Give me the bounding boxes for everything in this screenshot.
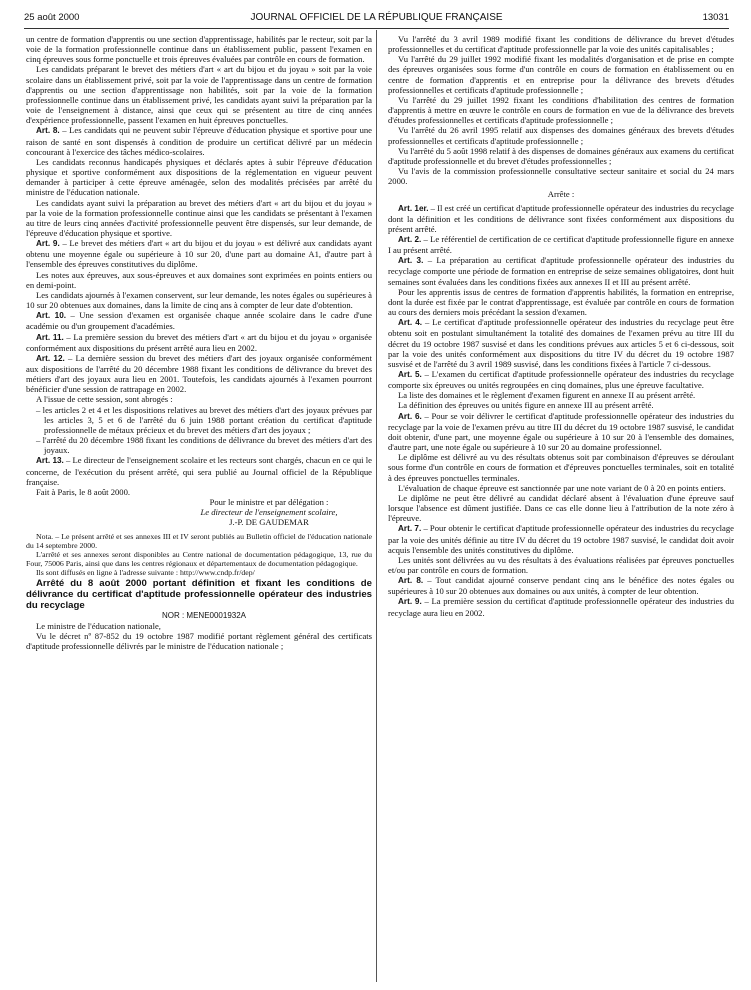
article-9: Art. 9. – Le brevet des métiers d'art « art du bijou et du joyau » est délivré aux candidats ayant obtenu une moyenne égale ou supérieure à 10 sur 20, d'une part au domaine A1, d'autre part à l'ensemble des épreuves constitutives du diplôme.	[26, 238, 372, 270]
article-10: Art. 10. – Une session d'examen est organisée chaque année scolaire dans le cadre d'une académie ou d'un groupement d'académies.	[26, 310, 372, 332]
article-2: Art. 2. – Le référentiel de certification de ce certificat d'aptitude professionnelle figure en annexe I au présent arrêté.	[388, 233, 734, 256]
abrogation-list	[26, 405, 372, 456]
header-rule	[24, 28, 729, 29]
paragraph: Les candidats ayant suivi la préparation au brevet des métiers d'art « art du bijou et du joyau » par la voie de la formation professionnelle continue ainsi que les candidats se présentant à l'examen au titre de leurs cinq années d'activité professionnelle peuvent être dispensés, sur leur demande, de l'épreuve d'éducation physique et sportive.	[26, 197, 372, 238]
done-at: Fait à Paris, le 8 août 2000.	[36, 486, 131, 497]
paragraph: Le diplôme est délivré au vu des résultats obtenus soit par combinaison d'épreuves se déroulant sous forme d'un contrôle en cours de formation et d'épreuves ponctuelles terminales, soit en totalité à des épreuves ponctuelles terminales.	[388, 452, 734, 483]
article-1: Art. 1er. – Il est créé un certificat d'aptitude professionnelle opérateur des industries du recyclage dont la définition et les conditions de délivrance sont fixées conformément aux dispositions du présent arrêté.	[388, 202, 734, 234]
visa: Vu l'arrêté du 29 juillet 1992 modifié fixant les modalités d'organisation et de prise en compte des épreuves organisées sous forme d'un contrôle en cours de formation en établissement ou en centre de formation d'apprentis et en entreprise pour la délivrance des brevets d'études professionnelles et certificats d'aptitude professionnelle ;	[388, 54, 734, 95]
paragraph: A l'issue de cette session, sont abrogés :	[36, 394, 173, 405]
list-item: – l'arrêté du 20 décembre 1988 fixant les conditions de délivrance du brevet des métiers d'art des joyaux.	[36, 435, 372, 456]
signature-line: Pour le ministre et par délégation :	[209, 497, 329, 508]
paragraph: La définition des épreuves ou unités figure en annexe III au présent arrêté.	[398, 400, 654, 411]
issue-date: 25 août 2000	[24, 12, 80, 23]
signature-block	[26, 497, 372, 527]
paragraph: Les candidats reconnus handicapés physiques et déclarés aptes à subir l'épreuve d'éducation physique et sportive conformément aux dispositions de la réglementation en vigueur peuvent demander à participer à cette épreuve aménagée, selon des modalités précisées par arrêté du ministre de l'éducation nationale.	[26, 156, 372, 198]
paragraph: Vu le décret nº 87-852 du 19 octobre 1987 modifié portant règlement général des certificats d'aptitude professionnelle délivrés par le ministre de l'éducation nationale ;	[26, 630, 372, 651]
signature-line: Le directeur de l'enseignement scolaire,	[200, 507, 338, 518]
article-3: Art. 3. – La préparation au certificat d'aptitude professionnelle opérateur des industries du recyclage comporte une période de formation en entreprise de seize semaines obligatoires, dont huit semaines sont évaluées dans les conditions fixées aux annexes II et III au présent arrêté.	[388, 255, 734, 287]
visa: Vu l'arrêté du 5 août 1998 relatif à des dispenses de domaines généraux aux examens du certificat d'aptitude professionnelle et du brevet d'études professionnelles ;	[388, 145, 734, 166]
article-8: Art. 8. – Les candidats qui ne peuvent subir l'épreuve d'éducation physique et sportive pour une raison de santé en sont dispensés à condition de produire un certificat délivré par un médecin concourant à l'exercice des tâches médico-scolaires.	[26, 125, 372, 157]
article-12: Art. 12. – La dernière session du brevet des métiers d'art des joyaux organisée conformément aux dispositions de l'arrêté du 20 décembre 1988 fixant les conditions de délivrance du brevet des métiers d'art des joyaux aura lieu en 2001. Toutefois, les candidats ajournés à l'examen pourront bénéficier d'une session de rattrapage en 2002.	[26, 352, 372, 395]
column-divider	[376, 30, 377, 982]
arrete-heading: Arrête :	[547, 189, 575, 200]
article-8: Art. 8. – Tout candidat ajourné conserve pendant cinq ans le bénéfice des notes égales ou supérieures à 10 sur 20 obtenues aux domaines ou aux unités, à compter de leur obtention.	[388, 575, 734, 597]
paragraph: Le diplôme ne peut être délivré au candidat déclaré absent à l'évaluation d'une épreuve sauf lorsque l'absence est dûment justifiée. Dans ce cas elle donne lieu à l'attribution de la note zéro à l'épreuve.	[388, 492, 734, 524]
nor-reference: NOR : MENE0001932A	[161, 610, 247, 620]
visa: Vu l'arrêté du 29 juillet 1992 fixant les conditions d'habilitation des centres de formation d'apprentis à mettre en œuvre le contrôle en cours de formation en vue de la délivrance des brevets d'études professionnelles et certificats d'aptitude professionnelle ;	[388, 94, 734, 126]
left-column	[26, 34, 372, 651]
journal-title: JOURNAL OFFICIEL DE LA RÉPUBLIQUE FRANÇAISE	[250, 12, 503, 23]
article-13: Art. 13. – Le directeur de l'enseignement scolaire et les recteurs sont chargés, chacun en ce qui le concerne, de l'exécution du présent arrêté, qui sera publié au Journal officiel de la République française.	[26, 455, 372, 487]
paragraph: La liste des domaines et le règlement d'examen figurent en annexe II au présent arrêté.	[398, 390, 696, 401]
paragraph: Le ministre de l'éducation nationale,	[36, 620, 161, 631]
nota-url: Ils sont diffusés en ligne à l'adresse suivante : http://www.cndp.fr/dep/	[36, 568, 255, 578]
article-7: Art. 7. – Pour obtenir le certificat d'aptitude professionnelle opérateur des industries du recyclage par la voie des unités définie au titre IV du décret du 19 octobre 1987 susvisé, le candidat doit avoir acquis l'ensemble des unités constitutives du diplôme.	[388, 523, 734, 555]
nota: L'arrêté et ses annexes seront disponibles au Centre national de documentation pédagogique, 13, rue du Four, 75006 Paris, ainsi que dans les centres régionaux et départementaux de documentation pédagogique.	[26, 549, 372, 569]
article-4: Art. 4. – Le certificat d'aptitude professionnelle opérateur des industries du recyclage peut être obtenu soit en postulant simultanément la totalité des domaines de l'examen prévu au titre III du décret du 19 octobre 1987 susvisé et dans les conditions prévues aux articles 5 et 6 ci-dessous, soit par la voie des unités conformément aux dispositions du titre IV du décret du 19 octobre 1987 susvisé et de l'arrêté du 3 avril 1989 susvisé, dans les conditions fixées à l'article 7 ci-dessous.	[388, 317, 734, 369]
paragraph: Les notes aux épreuves, aux sous-épreuves et aux domaines sont exprimées en points entiers ou en demi-point.	[26, 269, 372, 290]
visa: Vu l'avis de la commission professionnelle consultative secteur sanitaire et social du 24 mars 2000.	[388, 166, 734, 187]
visa: Vu l'arrêté du 3 avril 1989 modifié fixant les conditions de délivrance du brevet d'études professionnelles et du certificat d'aptitude professionnelle par la voie des unités capitalisables ;	[388, 34, 734, 55]
paragraph: Les candidats préparant le brevet des métiers d'art « art du bijou et du joyau » soit par la voie scolaire dans un établissement privé, soit par la voie de l'apprentissage dans un centre de formation d'apprentis ou une section d'apprentissage non habilités, soit par la voie de la formation professionnelle continue dans un établissement privé, les candidats ayant suivi la préparation par la voie de l'enseignement à distance, ainsi que ceux qui se présentent au titre de cinq années d'expérience professionnelle, passent l'examen en huit épreuves ponctuelles.	[26, 64, 372, 126]
list-item: – les articles 2 et 4 et les dispositions relatives au brevet des métiers d'art des joyaux prévues par les articles 3, 5 et 6 de l'arrêté du 6 juin 1988 portant création du certificat d'aptitude professionnelle de métaux précieux et du brevet des métiers d'art des joyaux ;	[36, 404, 372, 435]
right-column	[388, 34, 734, 618]
paragraph: Les unités sont délivrées au vu des résultats à des évaluations réalisées par épreuves ponctuelles et/ou par contrôle en cours de formation.	[388, 554, 734, 575]
nota-block	[26, 532, 372, 578]
article-5: Art. 5. – L'examen du certificat d'aptitude professionnelle opérateur des industries du recyclage comporte six épreuves ou unités regroupées en cinq domaines, plus une épreuve facultative.	[388, 369, 734, 391]
paragraph: Pour les apprentis issus de centres de formation d'apprentis habilités, la formation en entreprise, dont la durée est fixée par le contrat d'apprentissage, est évaluée par contrôle en cours de formation au cours des derniers mois précédant la session d'examen.	[388, 286, 734, 318]
signatory: J.-P. DE GAUDEMAR	[229, 517, 309, 528]
article-11: Art. 11. – La première session du brevet des métiers d'art « art du bijou et du joyau » organisée conformément aux dispositions du présent arrêté aura lieu en 2002.	[26, 331, 372, 353]
decree-title: Arrêté du 8 août 2000 portant définition et fixant les conditions de délivrance du certificat d'aptitude professionnelle opérateur des industries du recyclage	[26, 577, 372, 611]
paragraph: un centre de formation d'apprentis ou une section d'apprentissage, habilités par le recteur, soit par la voie de la formation professionnelle continue dans un établissement public, passent l'examen en cinq épreuves sous forme ponctuelle et trois épreuves évaluées par contrôle en cours de formation.	[26, 34, 372, 65]
article-9: Art. 9. – La première session du certificat d'aptitude professionnelle opérateur des industries du recyclage aura lieu en 2002.	[388, 596, 734, 618]
paragraph: L'évaluation de chaque épreuve est sanctionnée par une note variant de 0 à 20 en points entiers.	[398, 482, 726, 493]
page-header	[24, 12, 729, 26]
nota: Nota. – Le présent arrêté et ses annexes III et IV seront publiés au Bulletin officiel de l'éducation nationale du 14 septembre 2000.	[26, 531, 372, 550]
paragraph: Les candidats ajournés à l'examen conservent, sur leur demande, les notes égales ou supérieures à 10 sur 20 obtenues aux domaines, dans la limite de cinq ans à compter de leur date d'obtention.	[26, 289, 372, 311]
visa: Vu l'arrêté du 26 avril 1995 relatif aux dispenses des domaines généraux des brevets d'études professionnelles et certificats d'aptitude professionnelle ;	[388, 125, 734, 146]
page-number: 13031	[702, 12, 729, 23]
article-6: Art. 6. – Pour se voir délivrer le certificat d'aptitude professionnelle opérateur des industries du recyclage par la voie de l'examen prévu au titre III du décret du 19 octobre 1987 susvisé, le candidat doit obtenir, d'une part, une moyenne égale ou supérieure à 10 sur 20 à l'ensemble des domaines, d'autre part, une note égale ou supérieure à 10 sur 20 au domaine professionnel.	[388, 410, 734, 453]
